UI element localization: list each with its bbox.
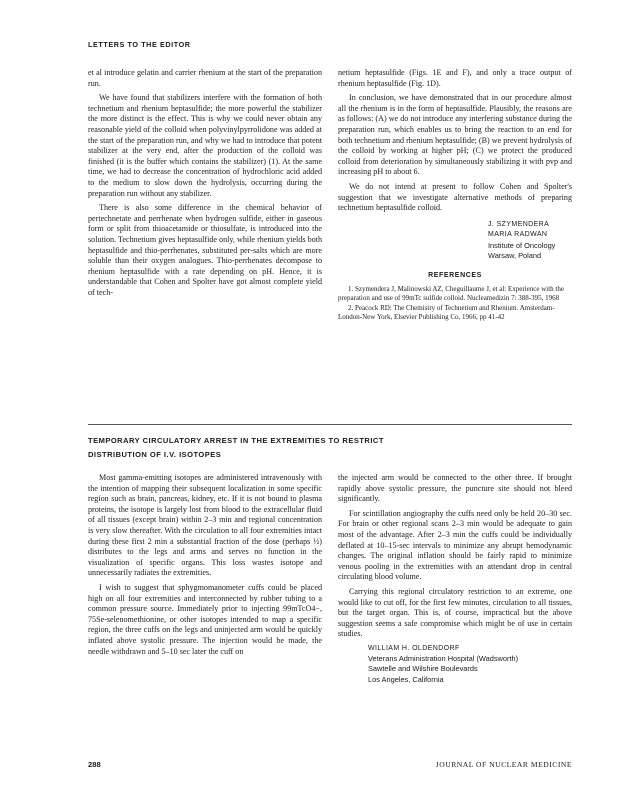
section-divider [88, 424, 572, 425]
letter1-signature [338, 220, 572, 262]
references-heading: REFERENCES [428, 272, 482, 280]
paragraph: In conclusion, we have demonstrated that in our procedure almost all the rhenium is in the form of heptasulfide. Plausibly, the reasons are as follows: (A) we do not introduce any interfering substance during the preparation run, which enables us to bring the reaction to an end for both technetium and rhenium heptasulfide; (B) we prevent hydrolysis of the colloid by working at higher pH; (C) we protect the produced colloid from deterioration by simultaneously stabilizing it with pvp and increasing pH to about 6. [338, 93, 572, 177]
paragraph: I wish to suggest that sphygmomanometer cuffs could be placed high on all four extremities and interconnected by rubber tubing to a common pressure source. Immediately prior to injecting 99mTcO4−, 75Se-selenomethionine, or other isotopes intended to map a specific region, the three cuffs on the legs and uninjected arm would be quickly inflated above systolic pressure. The injection would be made, the needle withdrawn and 5–10 sec later the cuff on [88, 582, 322, 656]
letter2-left-column [88, 473, 322, 661]
title-line: TEMPORARY CIRCULATORY ARREST IN THE EXTREMITIES TO RESTRICT [88, 436, 384, 445]
paragraph: Carrying this regional circulatory restriction to an extreme, one would like to cut off, for the first few minutes, circulation to all tissues, but the target organ. This is, of course, impractical but the above suggestion seems a safe compromise which might be of use in certain studies. [338, 586, 572, 639]
title-line: DISTRIBUTION OF I.V. ISOTOPES [88, 450, 222, 459]
paragraph: We do not intend at present to follow Cohen and Spolter's suggestion that we investigate alternative methods of preparing technetium heptasulfide colloid. [338, 181, 572, 213]
affiliation-line: Warsaw, Poland [488, 250, 542, 260]
paragraph: We have found that stabilizers interfere with the formation of both technetium and rhenium heptasulfide; the more powerful the stabilizer the more distinct is the effect. This is why we could never obtain any reasonable yield of the colloid when polyvinylpyrrolidone was added at the start of the preparation run, and why we had to introduce that potent stabilizer at the very end, after the production of the colloid was finished (it is the buffer which contains the stabilizer) (1). At the same time, we had to decrease the concentration of hydrochloric acid added to the medium to slow down the hydrolysis, occurring during the preparation run without any stabilizer. [88, 93, 322, 198]
paragraph: the injected arm would be connected to the other three. If brought rapidly above systolic pressure, the puncture site should not bleed significantly. [338, 473, 572, 504]
letter1-right-column [338, 68, 572, 323]
letter2-title [88, 434, 572, 462]
author-name: MARIA RADWAN [488, 231, 548, 239]
reference-item: 1. Szymendera J, Malinowski AZ, Cheguillaume J, et al: Experience with the preparation and use of 99mTc sulfide colloid. Nucleamedizin 7: 388-395, 1968 [338, 284, 564, 302]
paragraph: netium heptasulfide (Figs. 1E and F), and only a trace output of rhenium heptasulfide (Fig. 1D). [338, 68, 572, 88]
letter1-left-column [88, 68, 322, 302]
affiliation-line: Los Angeles, California [368, 674, 444, 684]
running-header: LETTERS TO THE EDITOR [88, 40, 191, 49]
journal-name: JOURNAL OF NUCLEAR MEDICINE [435, 760, 572, 769]
paragraph: et al introduce gelatin and carrier rhenium at the start of the preparation run. [88, 68, 322, 88]
affiliation-line: Institute of Oncology [488, 240, 556, 250]
page-number: 288 [88, 760, 101, 769]
paragraph: Most gamma-emitting isotopes are administered intravenously with the intention of mapping their subsequent localization in some specific region such as brain, pancreas, kidney, etc. If it is not bound to plasma proteins, the isotope is largely lost from blood to the extracellular fluid of all tissues (except brain) within 2–3 min and regional concentration is very slow thereafter. With the circulation to all four extremities intact during these first 2 min a substantial fraction of the dose (perhaps ½) distributes to the legs and arms and serves no function in the visualization of specific organs. This loss wastes isotope and unnecessarily radiates the extremities. [88, 473, 322, 578]
letter2-right-column [338, 473, 572, 685]
affiliation-line: Sawtelle and Wilshire Boulevards [368, 664, 478, 674]
reference-item: 2. Peacock RD: The Chemistry of Technetium and Rhenium. Amsterdam-London-New York, Elsevier Publishing Co, 1966, pp 41-42 [338, 303, 555, 321]
affiliation-line: Veterans Administration Hospital (Wadsworth) [368, 654, 519, 664]
author-name: J. SZYMENDERA [488, 220, 550, 228]
paragraph: For scintillation angiography the cuffs need only be held 20–30 sec. For brain or other regional scans 2–3 min would be adequate to gain most of the advantage. After 2–3 min the cuffs could be individually deflated at 10–15-sec intervals to minimize any abrupt hemodynamic changes. The original inflation should be fairly rapid to minimize venous pooling in the extremities with an attendant drop in central circulating blood volume. [338, 508, 572, 582]
letter2-signature [338, 644, 572, 685]
paragraph: There is also some difference in the chemical behavior of pertechnetate and perrhenate when hydrogen sulfide, either in gaseous form or split from thioacetamide or thiosulfate, is introduced into the solution. Technetium gives heptasulfide only, while rhenium yields both heptasulfide and thio-perrhenates, substituted per-salts which are more soluble than their oxygen analogues. Thio-perrhenates decompose to rhenium heptasulfide with a rate depending on pH. Hence, it is understandable that Cohen and Spolter have got almost complete yield of tech- [88, 203, 322, 297]
author-name: WILLIAM H. OLDENDORF [368, 644, 460, 652]
